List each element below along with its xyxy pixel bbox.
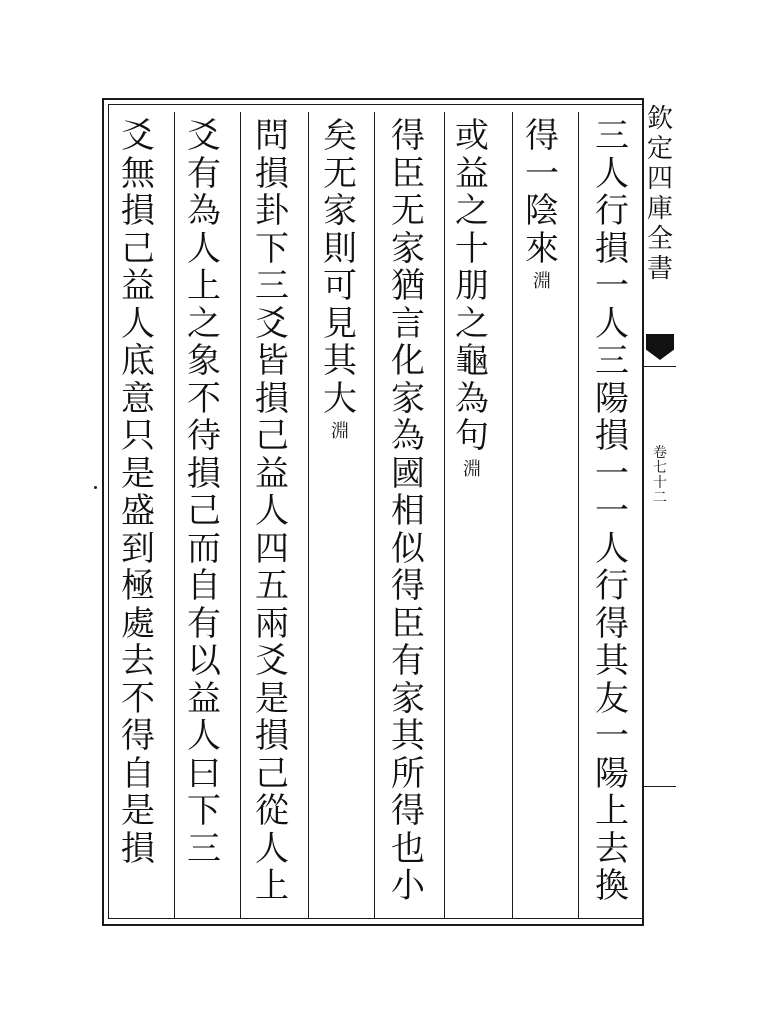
character: 得 bbox=[391, 116, 425, 156]
text-column bbox=[388, 118, 428, 906]
character: 是 bbox=[121, 453, 155, 494]
juan-character: 卷 bbox=[653, 445, 667, 461]
character: 上 bbox=[595, 791, 629, 831]
character: 到 bbox=[121, 528, 155, 569]
character: 處 bbox=[121, 603, 155, 644]
character: 損 bbox=[255, 716, 289, 756]
character: 臣 bbox=[391, 153, 425, 194]
character: 其 bbox=[391, 716, 425, 756]
column-rule bbox=[578, 112, 579, 918]
character: 己 bbox=[255, 416, 289, 456]
column-rule bbox=[174, 112, 175, 918]
text-column bbox=[522, 118, 562, 292]
character: 陽 bbox=[595, 753, 629, 794]
character: 三 bbox=[595, 116, 629, 156]
column-rule bbox=[512, 112, 513, 918]
character: 三 bbox=[187, 828, 221, 869]
character: 朋 bbox=[455, 266, 489, 306]
character: 家 bbox=[391, 228, 425, 269]
character: 是 bbox=[255, 678, 289, 719]
character: 皆 bbox=[255, 341, 289, 381]
character: 臣 bbox=[391, 603, 425, 644]
character: 爻 bbox=[121, 116, 155, 156]
character: 損 bbox=[255, 378, 289, 419]
character: 或 bbox=[455, 116, 489, 156]
column-rule bbox=[444, 112, 445, 918]
character: 家 bbox=[391, 378, 425, 419]
character: 三 bbox=[255, 266, 289, 306]
juan-character: 二 bbox=[653, 490, 667, 506]
character: 意 bbox=[121, 378, 155, 419]
column-rule bbox=[308, 112, 309, 918]
character: 去 bbox=[595, 828, 629, 869]
character: 己 bbox=[121, 228, 155, 269]
frame-bottom-inner-line bbox=[108, 918, 644, 919]
character: 益 bbox=[187, 678, 221, 719]
character: 待 bbox=[187, 416, 221, 456]
frame-top-inner-line bbox=[108, 104, 644, 105]
character: 家 bbox=[323, 191, 357, 231]
character: 所 bbox=[391, 753, 425, 794]
banxin-margin bbox=[644, 98, 676, 926]
character: 是 bbox=[121, 791, 155, 831]
character: 大 bbox=[323, 378, 357, 419]
character: 為 bbox=[455, 378, 489, 419]
character: 一 bbox=[525, 153, 559, 194]
character: 以 bbox=[187, 641, 221, 681]
text-column bbox=[320, 118, 360, 442]
juan-character: 七 bbox=[653, 460, 667, 476]
character: 五 bbox=[255, 566, 289, 606]
character: 己 bbox=[255, 753, 289, 794]
character: 底 bbox=[121, 341, 155, 381]
character: 上 bbox=[187, 266, 221, 306]
character: 行 bbox=[595, 566, 629, 606]
character: 益 bbox=[255, 453, 289, 494]
title-character: 庫 bbox=[646, 194, 673, 224]
margin-line bbox=[644, 786, 676, 787]
character: 其 bbox=[595, 641, 629, 681]
character: 損 bbox=[595, 228, 629, 269]
text-column bbox=[184, 118, 224, 868]
character: 來 bbox=[525, 228, 559, 269]
character: 矣 bbox=[323, 116, 357, 156]
character: 為 bbox=[391, 416, 425, 456]
character: 之 bbox=[455, 191, 489, 231]
fishtail-line bbox=[644, 366, 676, 367]
character: 得 bbox=[391, 566, 425, 606]
character: 爻 bbox=[255, 641, 289, 681]
character: 人 bbox=[595, 528, 629, 569]
character: 化 bbox=[391, 341, 425, 381]
character: 換 bbox=[595, 866, 629, 906]
character: 行 bbox=[595, 191, 629, 231]
character: 之 bbox=[187, 303, 221, 344]
juan-character: 十 bbox=[653, 475, 667, 491]
character: 有 bbox=[391, 641, 425, 681]
character: 損 bbox=[187, 453, 221, 494]
character: 問 bbox=[255, 116, 289, 156]
character: 損 bbox=[255, 153, 289, 194]
character: 國 bbox=[391, 453, 425, 494]
text-column bbox=[592, 118, 632, 906]
character: 益 bbox=[455, 153, 489, 194]
character: 人 bbox=[187, 716, 221, 756]
character: 似 bbox=[391, 528, 425, 569]
character: 下 bbox=[187, 791, 221, 831]
annotation-note: 淵 bbox=[463, 458, 481, 480]
character: 得 bbox=[391, 791, 425, 831]
character: 益 bbox=[121, 266, 155, 306]
annotation-note: 淵 bbox=[533, 271, 551, 292]
title-character: 欽 bbox=[646, 104, 673, 134]
character: 人 bbox=[595, 153, 629, 194]
character: 損 bbox=[121, 828, 155, 869]
character: 十 bbox=[455, 228, 489, 269]
character: 陰 bbox=[525, 191, 559, 231]
character: 見 bbox=[323, 303, 357, 344]
character: 也 bbox=[391, 828, 425, 869]
character: 損 bbox=[595, 416, 629, 456]
title-character: 全 bbox=[646, 224, 673, 254]
character: 得 bbox=[121, 716, 155, 756]
character: 得 bbox=[525, 116, 559, 156]
character: 家 bbox=[391, 678, 425, 719]
character: 不 bbox=[121, 678, 155, 719]
character: 相 bbox=[391, 491, 425, 531]
character: 四 bbox=[255, 528, 289, 569]
character: 爻 bbox=[187, 116, 221, 156]
character: 人 bbox=[595, 303, 629, 344]
character: 无 bbox=[323, 153, 357, 194]
title-character: 四 bbox=[646, 164, 673, 194]
text-column bbox=[118, 118, 158, 868]
text-column bbox=[252, 118, 292, 906]
character: 陽 bbox=[595, 378, 629, 419]
character: 自 bbox=[187, 566, 221, 606]
character: 得 bbox=[595, 603, 629, 644]
character: 無 bbox=[121, 153, 155, 194]
character: 无 bbox=[391, 191, 425, 231]
character: 象 bbox=[187, 341, 221, 381]
character: 一 bbox=[595, 716, 629, 756]
character: 句 bbox=[455, 416, 489, 456]
character: 人 bbox=[187, 228, 221, 269]
character: 有 bbox=[187, 603, 221, 644]
text-column bbox=[452, 118, 492, 480]
character: 己 bbox=[187, 491, 221, 531]
character: 三 bbox=[595, 341, 629, 381]
character: 有 bbox=[187, 153, 221, 194]
fishtail-mark bbox=[646, 334, 674, 360]
character: 人 bbox=[255, 491, 289, 531]
character: 人 bbox=[121, 303, 155, 344]
annotation-note: 淵 bbox=[331, 421, 349, 442]
character: 爻 bbox=[255, 303, 289, 344]
character: 人 bbox=[255, 828, 289, 869]
character: 損 bbox=[121, 191, 155, 231]
character: 則 bbox=[323, 228, 357, 269]
character: 極 bbox=[121, 566, 155, 606]
character: 龜 bbox=[455, 341, 489, 381]
character: 卦 bbox=[255, 191, 289, 231]
character: 一 bbox=[595, 491, 629, 531]
character: 之 bbox=[455, 303, 489, 344]
character: 不 bbox=[187, 378, 221, 419]
speck bbox=[94, 486, 97, 489]
character: 猶 bbox=[391, 266, 425, 306]
column-rule bbox=[240, 112, 241, 918]
juan-number bbox=[644, 446, 676, 506]
title-character: 定 bbox=[646, 134, 673, 164]
book-title bbox=[644, 104, 676, 284]
character: 從 bbox=[255, 791, 289, 831]
character: 自 bbox=[121, 753, 155, 794]
column-rule bbox=[374, 112, 375, 918]
character: 友 bbox=[595, 678, 629, 719]
character: 而 bbox=[187, 528, 221, 569]
frame-left-inner-line bbox=[108, 104, 109, 918]
character: 去 bbox=[121, 641, 155, 681]
character: 上 bbox=[255, 866, 289, 906]
character: 盛 bbox=[121, 491, 155, 531]
character: 為 bbox=[187, 191, 221, 231]
character: 可 bbox=[323, 266, 357, 306]
character: 小 bbox=[391, 866, 425, 906]
character: 兩 bbox=[255, 603, 289, 644]
title-character: 書 bbox=[646, 254, 673, 284]
character: 曰 bbox=[187, 753, 221, 794]
character: 一 bbox=[595, 266, 629, 306]
character: 言 bbox=[391, 303, 425, 344]
character: 下 bbox=[255, 228, 289, 269]
character: 一 bbox=[595, 453, 629, 494]
character: 只 bbox=[121, 416, 155, 456]
character: 其 bbox=[323, 341, 357, 381]
